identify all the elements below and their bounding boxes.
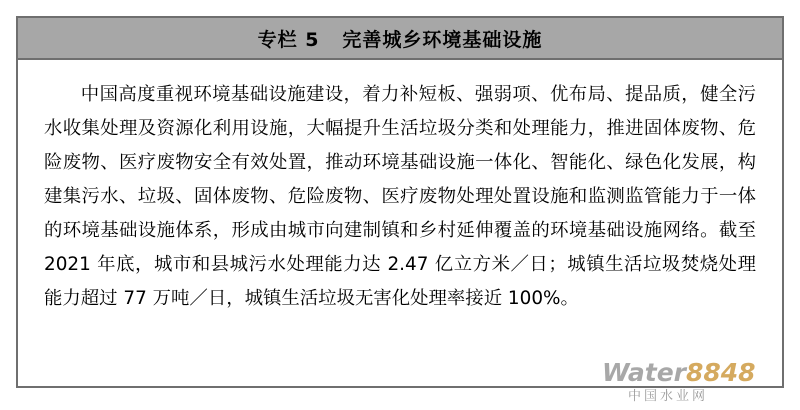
watermark-main-text: Water (602, 358, 686, 387)
callout-paragraph: 中国高度重视环境基础设施建设，着力补短板、强弱项、优布局、提品质，健全污水收集处理及资源化利用设施，大幅提升生活垃圾分类和处理能力，推进固体废物、危险废物、医疗废物安全有效处置，推动环境基础设施一体化、智能化、绿色化发展，构建集污水、垃圾、固体废物、危险废物、医疗废物处理处置设施和监测监管能力于一体的环境基础设施体系，形成由城市向建制镇和乡村延伸覆盖的环境基础设施网络。截至 2021 年底，城市和县城污水处理能力达 2.47 亿立方米／日；城镇生活垃圾焚烧处理能力超过 77 万吨／日，城镇生活垃圾无害化处理率接近 100%。 (44, 84, 756, 309)
watermark-sub: 中国水业网 (628, 389, 709, 404)
callout-box (16, 16, 784, 388)
callout-box-body (18, 60, 782, 386)
callout-box-title: 专栏 5 完善城乡环境基础设施 (257, 28, 543, 51)
callout-box-header (18, 18, 782, 60)
watermark-main-number: 8848 (685, 358, 756, 387)
